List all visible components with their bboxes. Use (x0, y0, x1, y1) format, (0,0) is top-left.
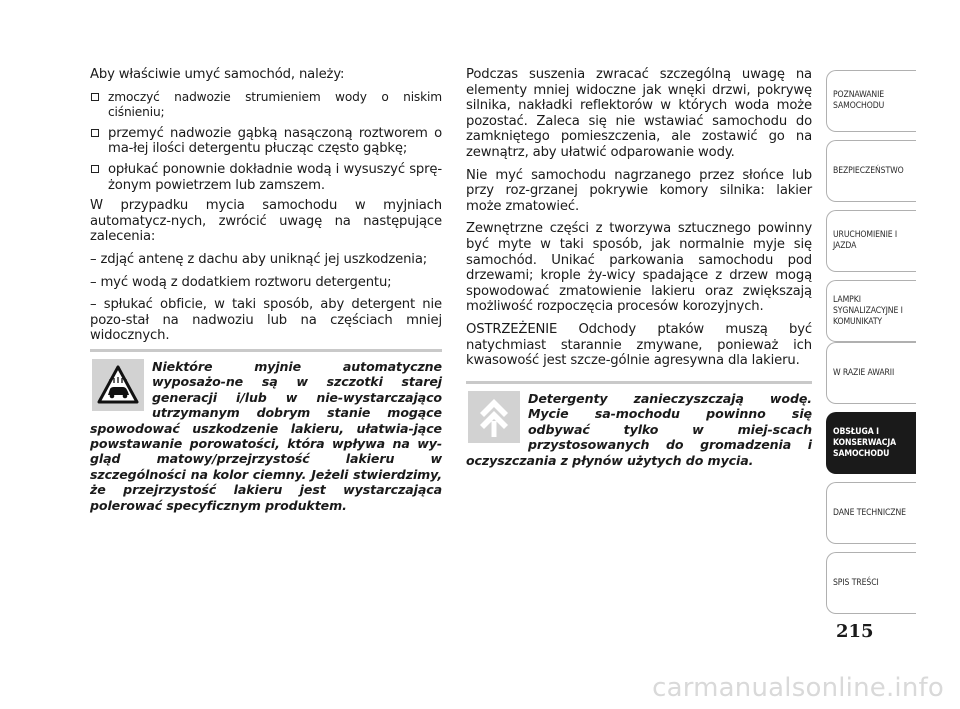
environment-text: Detergenty zanieczyszczają wodę. Mycie sa-mochodu powinno się odbywać tylko w miej-scach przystosowanych do gromadzenia i oczyszczania z płynów użytych do mycia. (466, 391, 812, 468)
paragraph: Podczas suszenia zwracać szczególną uwagę na elementy mniej widoczne jak wnęki drzwi, pokrywę silnika, nakładki reflektorów w których woda może pozostać. Zaleca się nie wstawiać samochodu do zamkniętego pomieszczenia, ale zostawić go na zewnątrz, aby ułatwić odparowanie wody. (466, 67, 812, 160)
tab-bezpieczenstwo[interactable]: BEZPIECZEŃSTWO (826, 140, 916, 202)
tab-uruchomienie-i-jazda[interactable]: URUCHOMIENIE I JAZDA (826, 210, 916, 272)
environment-box (466, 381, 812, 468)
paragraph: OSTRZEŻENIE Odchody ptaków muszą być natychmiast starannie zmywane, ponieważ ich kwasowość jest szcze-gólnie agresywna dla lakieru. (466, 321, 812, 369)
checkbox-bullet-icon (91, 129, 99, 137)
left-column (90, 67, 442, 351)
warning-text: Niektóre myjnie automatyczne wyposażo-ne są w szczotki starej generacji i/lub w nie-wystarczająco utrzymanym dobrym stanie mogące spowodować uszkodzenie lakieru, ułatwia-jące powstawanie porowatości, która wpływa na wy-gląd matowy/przejrzystość lakieru w szczególności na kolor ciemny. Jeżeli stwierdzimy, że przejrzystość lakieru jest wystarczająca polerować specyficznym produktem. (90, 359, 442, 513)
tab-obsluga-i-konserwacja[interactable]: OBSŁUGA I KONSERWACJA SAMOCHODU (826, 412, 916, 474)
page-number: 215 (836, 621, 874, 642)
paragraph: Zewnętrzne części z tworzywa sztucznego powinny być myte w taki sposób, jak normalnie myje się samochód. Unikać parkowania samochodu pod drzewami; krople ży-wicy spadające z drzew mogą spowodować zmatowienie lakieru oraz zwiększają możliwość rozpoczęcia procesów korozyjnych. (466, 221, 812, 315)
carwash-tip: – spłukać obficie, w taki sposób, aby detergent nie pozo-stał na nadwoziu lub na częściach mniej widocznych. (90, 297, 442, 344)
tab-w-razie-awarii[interactable]: W RAZIE AWARII (826, 342, 916, 404)
right-column (466, 67, 812, 376)
carwash-tip: – myć wodą z dodatkiem roztworu detergentu; (90, 274, 392, 290)
tab-lampki-sygnalizacyjne[interactable]: LAMPKI SYGNALIZACYJNE I KOMUNIKATY (826, 280, 916, 342)
wash-step: przemyć nadwozie gąbką nasączoną roztworem o ma-łej ilości detergentu płucząc często gąbkę; (90, 126, 442, 157)
wash-step: opłukać ponownie dokładnie wodą i wysuszyć sprę-żonym powietrzem lub zamszem. (90, 162, 442, 193)
checkbox-bullet-icon (91, 165, 99, 173)
tab-poznawanie-samochodu[interactable]: POZNAWANIE SAMOCHODU (826, 70, 916, 132)
carwash-tip: – zdjąć antenę z dachu aby uniknąć jej uszkodzenia; (90, 251, 428, 267)
tab-spis-tresci[interactable]: SPIS TREŚCI (826, 552, 916, 614)
carwash-intro: W przypadku mycia samochodu w myjniach automatycz-nych, zwrócić uwagę na następujące zalecenia: (90, 198, 442, 245)
divider (466, 381, 812, 384)
wash-step: zmoczyć nadwozie strumieniem wody o niskim ciśnieniu; (90, 90, 442, 121)
watermark: carmanualsonline.info (652, 673, 944, 703)
checkbox-bullet-icon (91, 93, 99, 101)
tab-dane-techniczne[interactable]: DANE TECHNICZNE (826, 482, 916, 544)
warning-box (90, 349, 442, 513)
divider (90, 349, 442, 352)
wash-intro: Aby właściwie umyć samochód, należy: (90, 67, 345, 82)
car-wash-warning-icon (92, 359, 144, 411)
paragraph: Nie myć samochodu nagrzanego przez słońce lub przy roz-grzanej pokrywie komory silnika: lakier może zmatowieć. (466, 167, 812, 214)
environment-chevron-icon (468, 391, 520, 443)
